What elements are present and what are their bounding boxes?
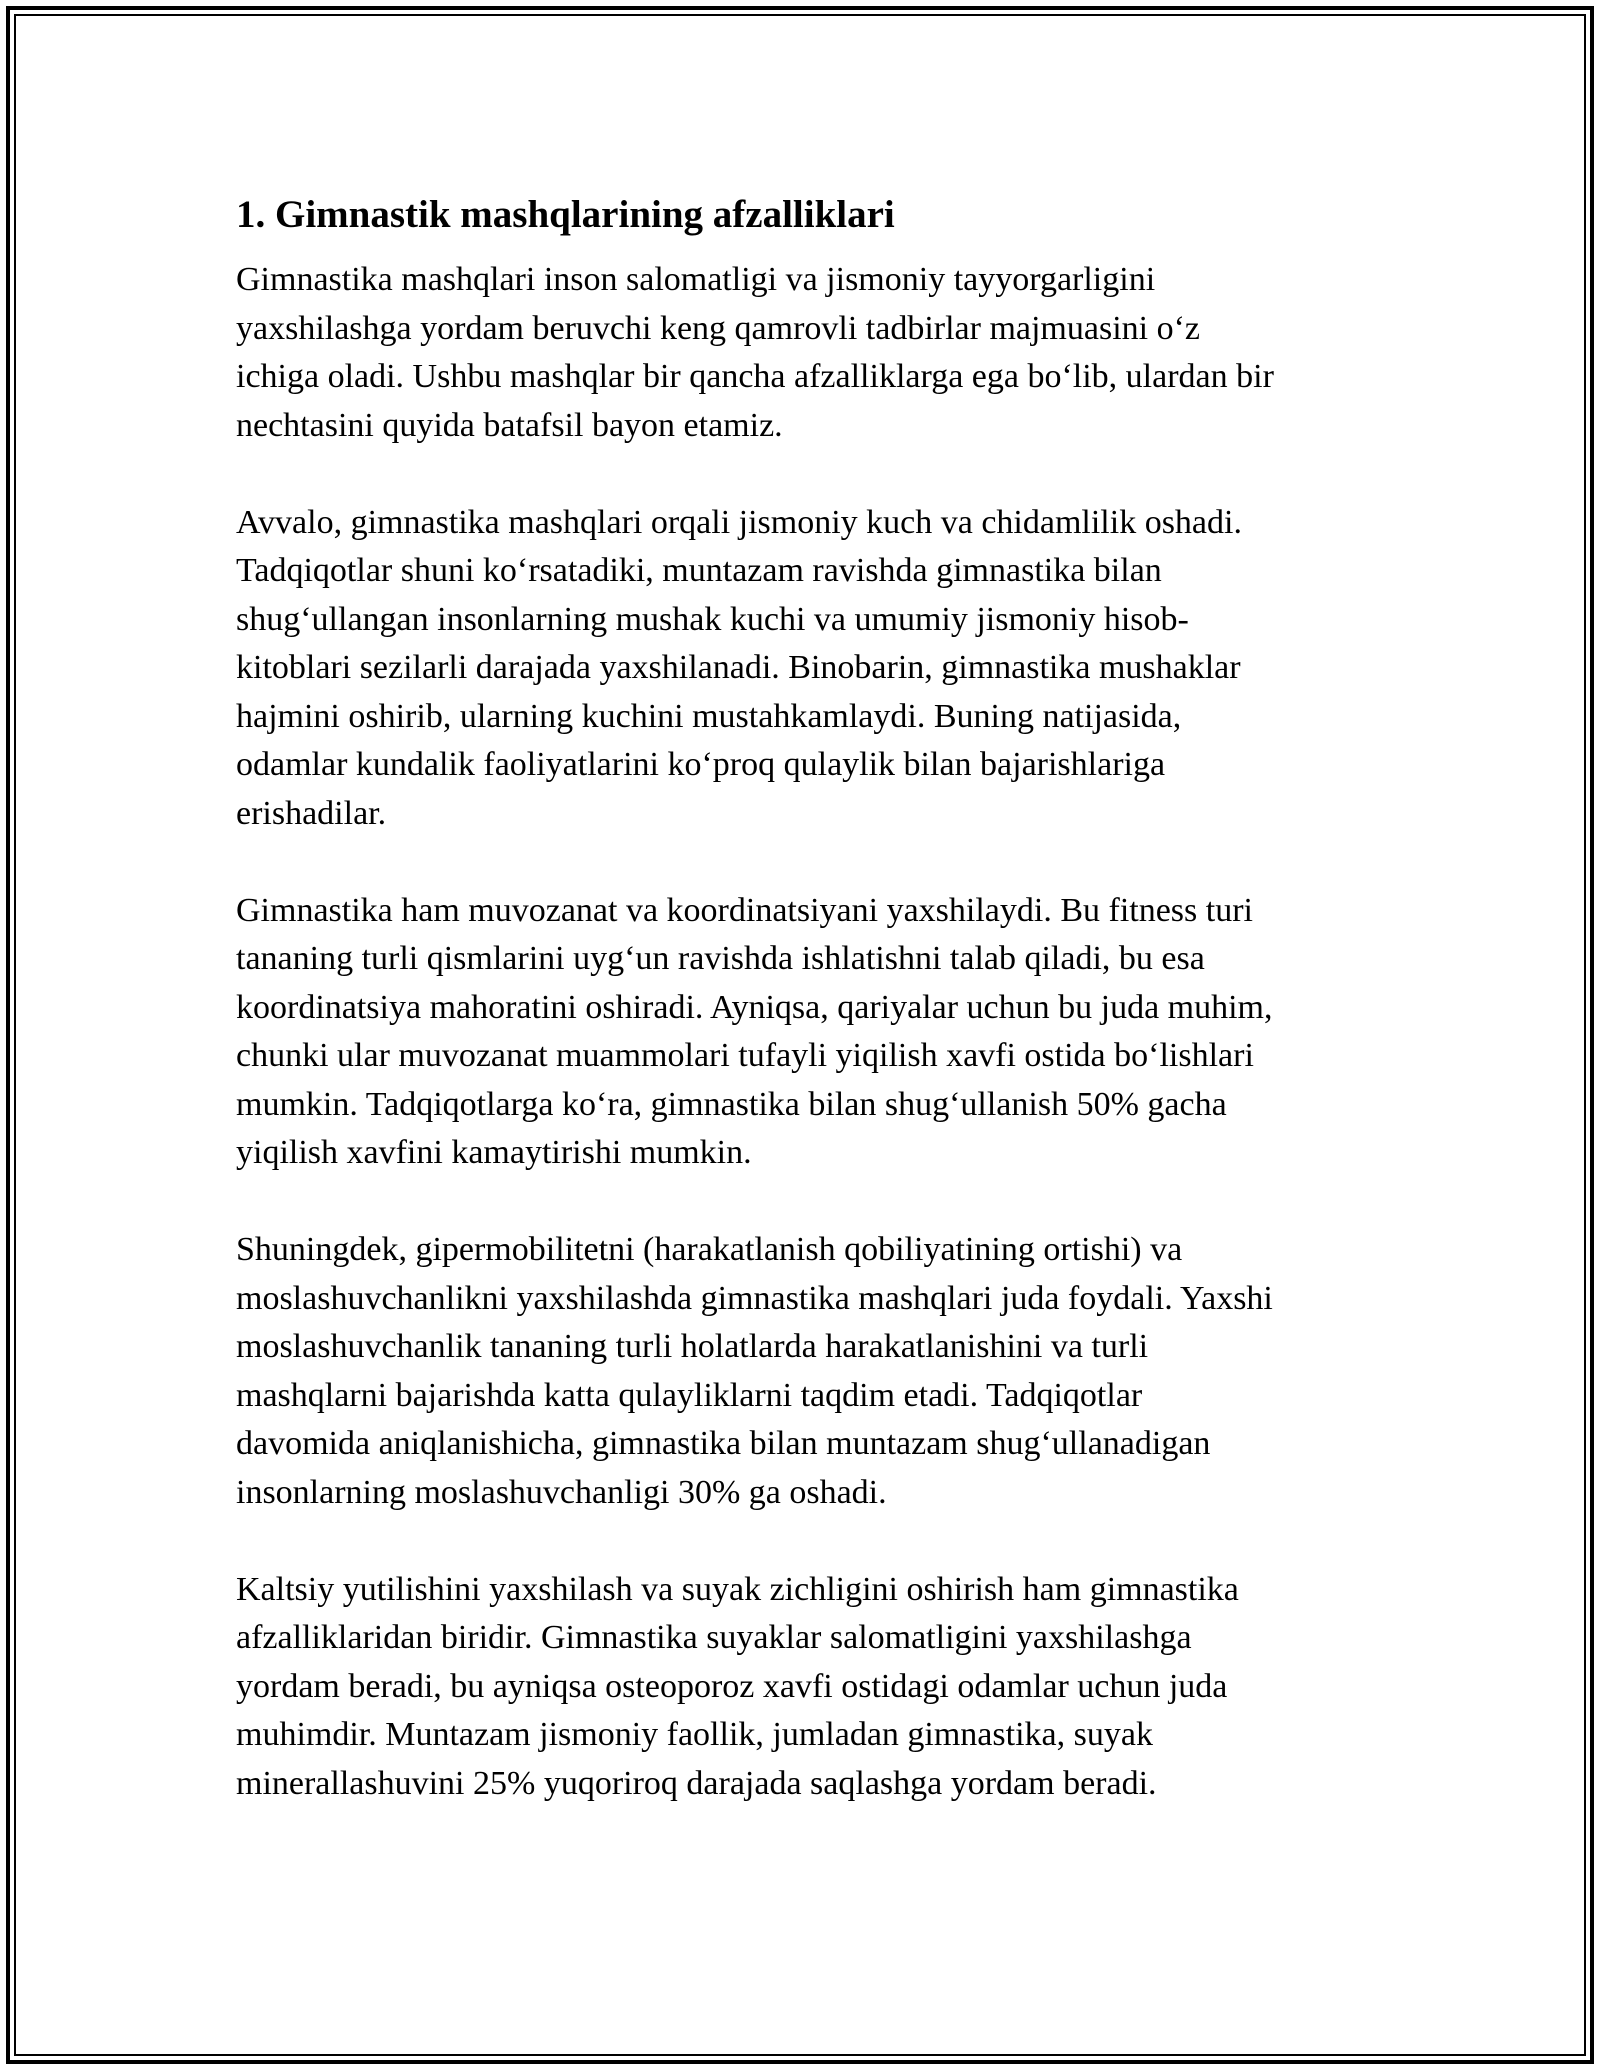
text-line: insonlarning moslashuvchanligi 30% ga oshadi. [236,1473,887,1511]
paragraph-balance [236,887,1376,1178]
text-line: yordam beradi, bu ayniqsa osteoporoz xavfi ostidagi odamlar uchun juda [236,1667,1228,1705]
text-line: hajmini oshirib, ularning kuchini mustahkamlaydi. Buning natijasida, [236,697,1182,735]
text-line: moslashuvchanlikni yaxshilashda gimnastika mashqlari juda foydali. Yaxshi [236,1279,1273,1317]
text-line: Shuningdek, gipermobilitetni (harakatlanish qobiliyatining ortishi) va [236,1231,1183,1268]
text-line: afzalliklaridan biridir. Gimnastika suyaklar salomatligini yaxshilashga [236,1619,1192,1656]
text-line: kitoblari sezilarli darajada yaxshilanadi. Binobarin, gimnastika mushaklar [236,649,1241,686]
paragraph-strength [236,499,1376,839]
text-line: Avvalo, gimnastika mashqlari orqali jismoniy kuch va chidamlilik oshadi. [236,503,1242,541]
text-line: ichiga oladi. Ushbu mashqlar bir qancha afzalliklarga ega bo‘lib, ulardan bir [236,358,1274,395]
paragraph-intro [236,256,1376,450]
text-line: Tadqiqotlar shuni ko‘rsatadiki, muntazam ravishda gimnastika bilan [236,552,1162,589]
text-line: erishadilar. [236,794,387,832]
text-line: davomida aniqlanishicha, gimnastika bilan muntazam shug‘ullanadigan [236,1425,1211,1462]
text-line: Gimnastika ham muvozanat va koordinatsiyani yaxshilaydi. Bu fitness turi [236,891,1253,929]
text-line: minerallashuvini 25% yuqoriroq darajada saqlashga yordam beradi. [236,1764,1157,1802]
text-line: Kaltsiy yutilishini yaxshilash va suyak zichligini oshirish ham gimnastika [236,1570,1239,1608]
text-line: tananing turli qismlarini uyg‘un ravishda ishlatishni talab qiladi, bu esa [236,940,1205,977]
text-line: yiqilish xavfini kamaytirishi mumkin. [236,1134,752,1171]
text-line: moslashuvchanlik tananing turli holatlarda harakatlanishini va turli [236,1328,1149,1365]
text-line: muhimdir. Muntazam jismoniy faollik, jumladan gimnastika, suyak [236,1716,1153,1753]
text-line: mumkin. Tadqiqotlarga ko‘ra, gimnastika bilan shug‘ullanish 50% gacha [236,1085,1227,1123]
section-heading: 1. Gimnastik mashqlarining afzalliklari [236,193,895,236]
text-line: Gimnastika mashqlari inson salomatligi va jismoniy tayyorgarligini [236,261,1156,298]
text-line: mashqlarni bajarishda katta qulayliklarni taqdim etadi. Tadqiqotlar [236,1376,1143,1414]
text-line: odamlar kundalik faoliyatlarini ko‘proq qulaylik bilan bajarishlariga [236,746,1166,783]
text-line: koordinatsiya mahoratini oshiradi. Ayniqsa, qariyalar uchun bu juda muhim, [236,988,1273,1026]
text-line: chunki ular muvozanat muammolari tufayli yiqilish xavfi ostida bo‘lishlari [236,1037,1254,1074]
text-line: nechtasini quyida batafsil bayon etamiz. [236,406,783,444]
document-body [236,186,1376,1808]
text-line: shug‘ullangan insonlarning mushak kuchi va umumiy jismoniy hisob- [236,600,1189,638]
paragraph-flexibility [236,1226,1376,1517]
text-line: yaxshilashga yordam beruvchi keng qamrovli tadbirlar majmuasini o‘z [236,309,1201,347]
paragraph-bone-density [236,1566,1376,1809]
